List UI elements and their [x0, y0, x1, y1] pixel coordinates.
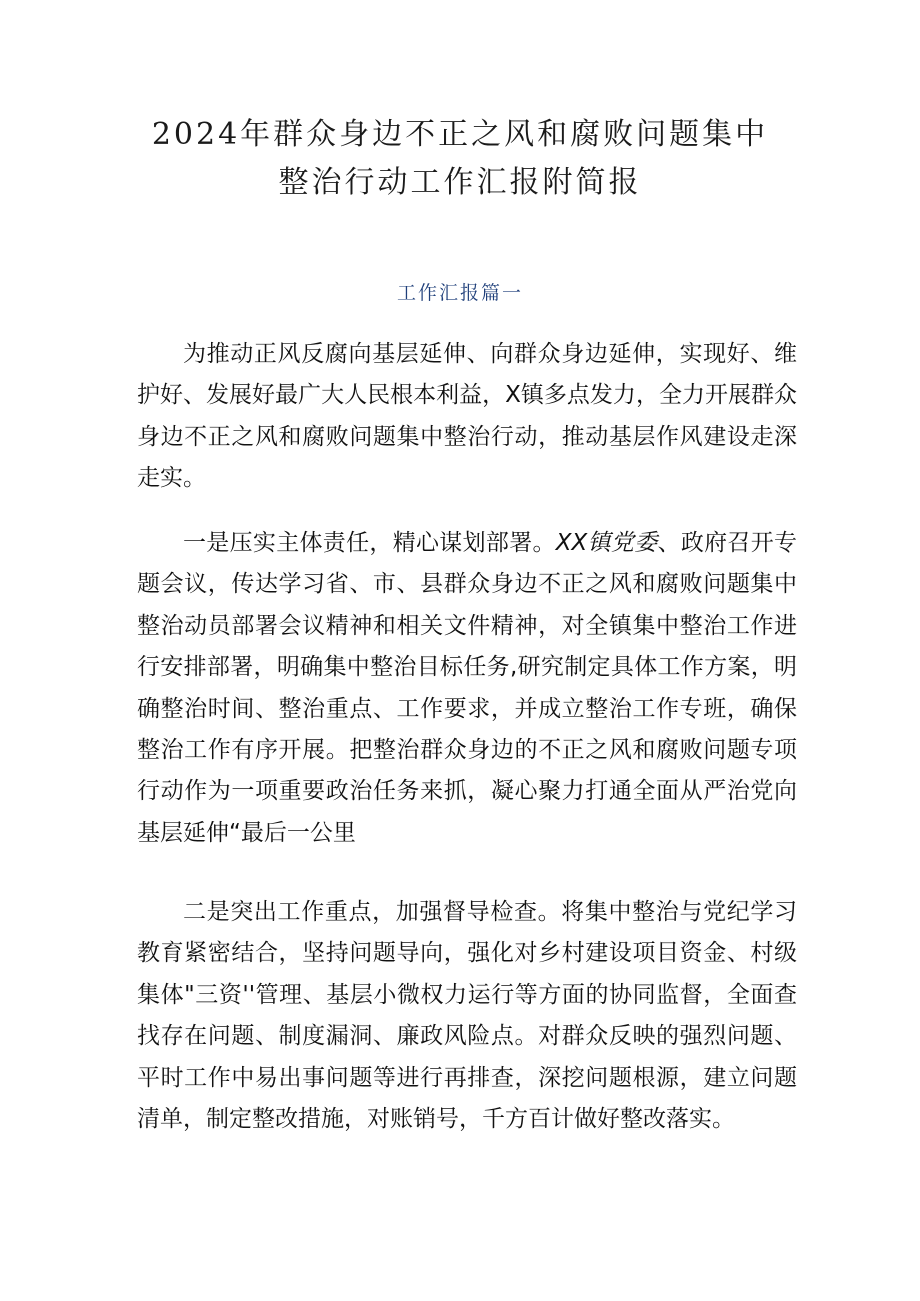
paragraph-point-one [137, 523, 797, 854]
paragraph-intro: 为推动正风反腐向基层延伸、向群众身边延伸，实现好、维护好、发展好最广大人民根本利益，X镇多点发力，全力开展群众身边不正之风和腐败问题集中整治行动，推动基层作风建设走深走实。 [137, 341, 797, 492]
paragraph-point-two: 二是突出工作重点，加强督导检查。将集中整治与党纪学习教育紧密结合，坚持问题导向，强化对乡村建设项目资金、村级集体"三资''管理、基层小微权力运行等方面的协同监督，全面查找存在问题、制度漏洞、廉政风险点。对群众反映的强烈问题、平时工作中易出事问题等进行再排查，深挖问题根源，建立问题清单，制定整改措施，对账销号，千方百计做好整改落实。 [137, 899, 797, 1133]
paragraph-point-one-italic: XX镇党委 [555, 530, 658, 556]
section-heading: 工作汇报篇一 [396, 282, 523, 304]
paragraph-point-one-body: 、政府召开专题会议，传达学习省、市、县群众身边不正之风和腐败问题集中整治动员部署会议精神和相关文件精神，对全镇集中整治工作进行安排部署，明确集中整治目标任务,研究制定具体工作方案，明确整治时间、整治重点、工作要求，并成立整治工作专班，确保整治工作有序开展。把整治群众身边的不正之风和腐败问题专项行动作为一项重要政治任务来抓，凝心聚力打通全面从严治党向基层延伸“最后一公里 [137, 530, 798, 846]
document-title-line-2: 整治行动工作汇报附简报 [278, 165, 642, 200]
document-title-line-1: 2024年群众身边不正之风和腐败问题集中 [151, 117, 769, 152]
paragraph-point-one-lead: 一是压实主体责任，精心谋划部署。 [183, 530, 556, 556]
